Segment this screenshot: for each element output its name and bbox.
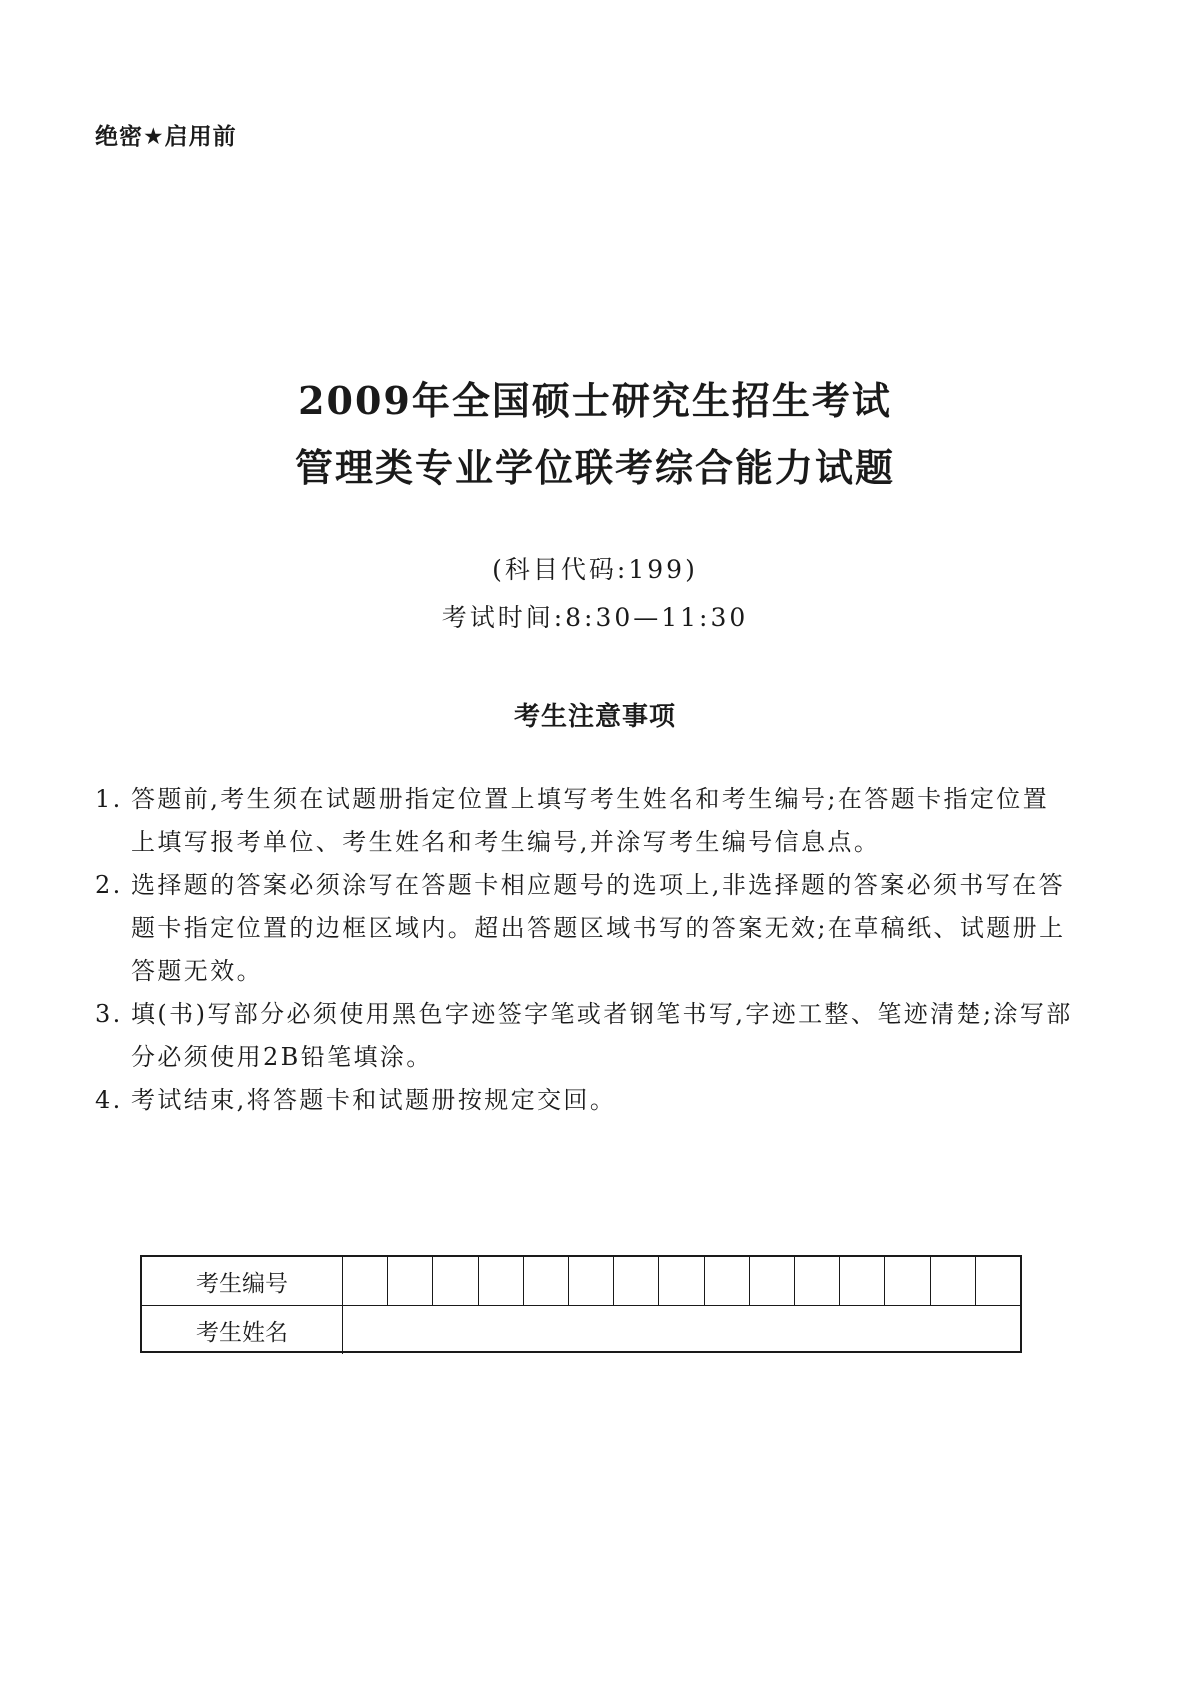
candidate-id-digit-box[interactable]: [931, 1257, 976, 1305]
candidate-id-digit-box[interactable]: [750, 1257, 795, 1305]
candidate-id-digit-box[interactable]: [388, 1257, 433, 1305]
candidate-id-digit-box[interactable]: [569, 1257, 614, 1305]
notice-item-number: 2.: [95, 871, 123, 899]
candidate-id-digit-box[interactable]: [524, 1257, 569, 1305]
notice-item-text: 选择题的答案必须涂写在答题卡相应题号的选项上,非选择题的答案必须书写在答题卡指定位置的边框区域内。超出答题区域书写的答案无效;在草稿纸、试题册上答题无效。: [131, 871, 1066, 985]
notice-item-text: 考试结束,将答题卡和试题册按规定交回。: [131, 1086, 617, 1114]
notice-heading: 考生注意事项: [513, 702, 676, 732]
candidate-id-digit-box[interactable]: [976, 1257, 1020, 1305]
candidate-id-label: 考生编号: [142, 1257, 343, 1305]
candidate-id-digit-box[interactable]: [885, 1257, 930, 1305]
candidate-id-boxes: [343, 1257, 1020, 1305]
exam-title-line1: 2009年全国硕士研究生招生考试: [298, 378, 892, 423]
candidate-id-digit-box[interactable]: [343, 1257, 388, 1305]
notice-item-number: 4.: [95, 1086, 123, 1114]
notice-item: [95, 1079, 1075, 1122]
notice-list: [95, 778, 1075, 1122]
notice-item: [95, 993, 1075, 1079]
notice-item-number: 1.: [95, 785, 123, 813]
candidate-name-field[interactable]: [343, 1306, 1020, 1354]
notice-item: [95, 864, 1075, 993]
confidential-label: 绝密★启用前: [95, 124, 237, 150]
candidate-id-row: [142, 1257, 1020, 1305]
candidate-id-digit-box[interactable]: [614, 1257, 659, 1305]
candidate-id-digit-box[interactable]: [479, 1257, 524, 1305]
candidate-id-digit-box[interactable]: [659, 1257, 704, 1305]
notice-item-text: 填(书)写部分必须使用黑色字迹签字笔或者钢笔书写,字迹工整、笔迹清楚;涂写部分必须使用2B铅笔填涂。: [131, 1000, 1073, 1071]
exam-time: 考试时间:8:30—11:30: [441, 603, 749, 632]
exam-title-line2: 管理类专业学位联考综合能力试题: [294, 445, 895, 490]
notice-item-number: 3.: [95, 1000, 123, 1028]
subject-code: (科目代码:199): [492, 555, 698, 584]
candidate-name-row: [142, 1305, 1020, 1354]
notice-item: [95, 778, 1075, 864]
candidate-id-digit-box[interactable]: [840, 1257, 885, 1305]
candidate-name-label: 考生姓名: [142, 1306, 343, 1354]
candidate-id-digit-box[interactable]: [433, 1257, 478, 1305]
notice-item-text: 答题前,考生须在试题册指定位置上填写考生姓名和考生编号;在答题卡指定位置上填写报考单位、考生姓名和考生编号,并涂写考生编号信息点。: [131, 785, 1050, 856]
candidate-id-digit-box[interactable]: [705, 1257, 750, 1305]
candidate-info-table: [140, 1255, 1022, 1353]
candidate-id-digit-box[interactable]: [795, 1257, 840, 1305]
